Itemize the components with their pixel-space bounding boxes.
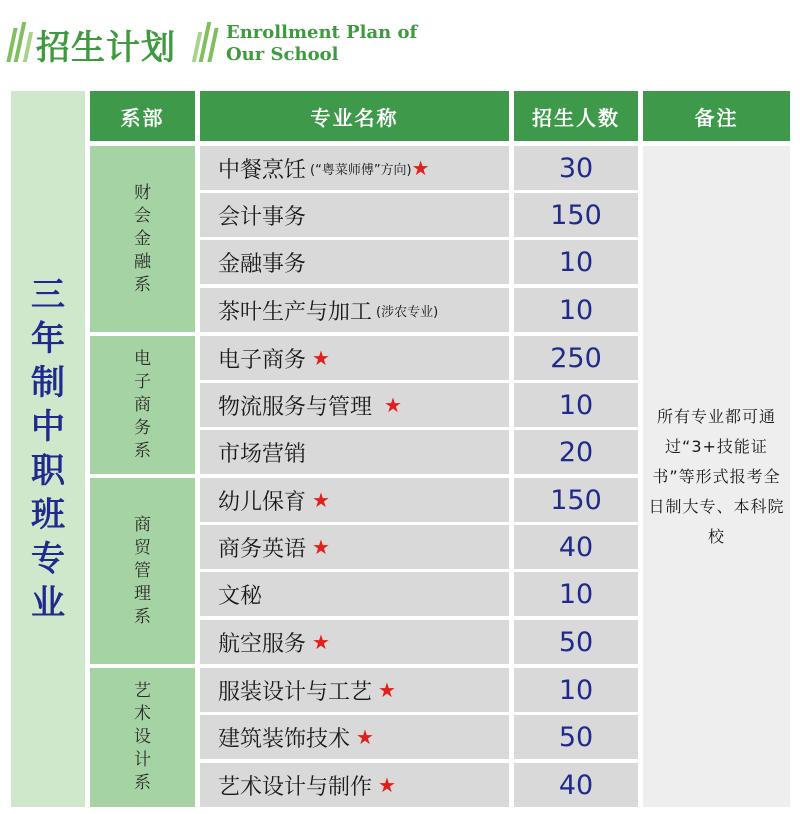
department-cell xyxy=(90,146,195,332)
star-icon: ★ xyxy=(312,630,330,654)
dept-char: 术 xyxy=(134,704,151,724)
major-name: 会计事务 xyxy=(218,204,307,230)
department-cell xyxy=(90,478,195,664)
decor-stripe-icon xyxy=(23,32,33,62)
star-icon: ★ xyxy=(356,725,374,749)
table-row-major xyxy=(200,572,509,616)
star-icon: ★ xyxy=(312,535,330,559)
major-name: 服装设计与工艺 xyxy=(218,679,373,705)
dept-char: 财 xyxy=(134,182,151,203)
enrollment-count: 150 xyxy=(514,478,638,522)
enrollment-count: 50 xyxy=(514,715,638,759)
column-header-remarks: 备注 xyxy=(643,91,790,141)
dept-char: 电 xyxy=(134,348,151,369)
star-icon: ★ xyxy=(384,393,402,417)
enrollment-count: 10 xyxy=(514,572,638,616)
page-header xyxy=(0,0,800,80)
table-row-major xyxy=(200,715,509,759)
major-name: 商务英语 xyxy=(218,536,307,562)
band-char: 中 xyxy=(31,407,65,447)
major-note: (“粤菜师傅”方向) xyxy=(310,162,412,178)
major-name: 航空服务 xyxy=(218,631,307,657)
dept-char: 设 xyxy=(134,727,151,747)
enrollment-count: 30 xyxy=(514,146,638,190)
dept-char: 会 xyxy=(134,205,151,226)
column-header-major: 专业名称 xyxy=(200,91,509,141)
column-header-count: 招生人数 xyxy=(514,91,638,141)
dept-char: 系 xyxy=(134,606,151,627)
star-icon: ★ xyxy=(378,773,396,797)
subtitle-line-1: Enrollment Plan of xyxy=(226,22,418,43)
dept-char: 子 xyxy=(134,371,151,392)
remarks-cell xyxy=(643,146,790,807)
program-type-label xyxy=(11,91,85,807)
program-type-band xyxy=(11,91,85,807)
band-char: 业 xyxy=(31,583,65,623)
band-char: 职 xyxy=(31,451,65,491)
major-name: 物流服务与管理 xyxy=(218,394,373,420)
enrollment-count: 40 xyxy=(514,525,638,569)
enrollment-count: 250 xyxy=(514,336,638,380)
major-name: 电子商务 xyxy=(218,347,307,373)
enrollment-count: 40 xyxy=(514,763,638,807)
dept-char: 贸 xyxy=(134,537,151,558)
star-icon: ★ xyxy=(378,678,396,702)
table-row-major xyxy=(200,146,509,190)
table-row-major xyxy=(200,430,509,474)
dept-char: 系 xyxy=(134,440,151,461)
table-row-major xyxy=(200,478,509,522)
table-row-major xyxy=(200,763,509,807)
table-row-major xyxy=(200,193,509,237)
dept-char: 商 xyxy=(134,514,151,535)
enrollment-count: 150 xyxy=(514,193,638,237)
band-char: 年 xyxy=(31,319,65,359)
major-note: (涉农专业) xyxy=(376,304,439,320)
department-label xyxy=(134,514,151,629)
column-header-department: 系部 xyxy=(90,91,195,141)
dept-char: 商 xyxy=(134,394,151,415)
dept-char: 金 xyxy=(134,228,151,249)
star-icon: ★ xyxy=(312,346,330,370)
dept-char: 理 xyxy=(134,583,151,604)
table-row-major xyxy=(200,240,509,284)
band-char: 专 xyxy=(31,539,65,579)
star-icon: ★ xyxy=(411,156,430,180)
major-name: 艺术设计与制作 xyxy=(218,774,373,800)
major-name: 中餐烹饪 xyxy=(218,157,307,183)
major-name: 市场营销 xyxy=(218,441,307,467)
star-icon: ★ xyxy=(312,488,330,512)
remarks-text: 所有专业都可通过“3+技能证书”等形式报考全日制大专、本科院校 xyxy=(648,406,785,546)
enrollment-count: 20 xyxy=(514,430,638,474)
enrollment-count: 10 xyxy=(514,288,638,332)
department-label xyxy=(134,182,151,297)
department-label xyxy=(134,348,151,463)
enrollment-count: 10 xyxy=(514,668,638,712)
dept-char: 系 xyxy=(134,773,151,793)
table-row-major xyxy=(200,288,509,332)
major-name: 建筑装饰技术 xyxy=(218,726,351,752)
dept-char: 计 xyxy=(134,750,151,770)
enrollment-count: 50 xyxy=(514,620,638,664)
table-row-major xyxy=(200,383,509,427)
enrollment-count: 10 xyxy=(514,383,638,427)
major-name: 茶叶生产与加工 xyxy=(218,299,373,325)
dept-char: 融 xyxy=(134,251,151,272)
page-subtitle-en xyxy=(226,22,417,66)
band-char: 三 xyxy=(31,275,65,315)
major-name: 金融事务 xyxy=(218,251,307,277)
enrollment-count: 10 xyxy=(514,240,638,284)
band-char: 制 xyxy=(31,363,65,403)
table-row-major xyxy=(200,668,509,712)
table-row-major xyxy=(200,336,509,380)
subtitle-line-2: Our School xyxy=(226,44,339,65)
dept-char: 管 xyxy=(134,560,151,581)
dept-char: 系 xyxy=(134,274,151,295)
band-char: 班 xyxy=(31,495,65,535)
major-name: 文秘 xyxy=(218,583,263,609)
dept-char: 务 xyxy=(134,417,151,438)
dept-char: 艺 xyxy=(134,681,151,701)
page-title: 招生计划 xyxy=(36,28,176,68)
decor-stripe-icon xyxy=(207,28,218,62)
table-row-major xyxy=(200,620,509,664)
table-row-major xyxy=(200,525,509,569)
department-cell xyxy=(90,668,195,807)
department-cell xyxy=(90,336,195,474)
major-name: 幼儿保育 xyxy=(218,489,307,515)
department-label xyxy=(134,680,151,795)
